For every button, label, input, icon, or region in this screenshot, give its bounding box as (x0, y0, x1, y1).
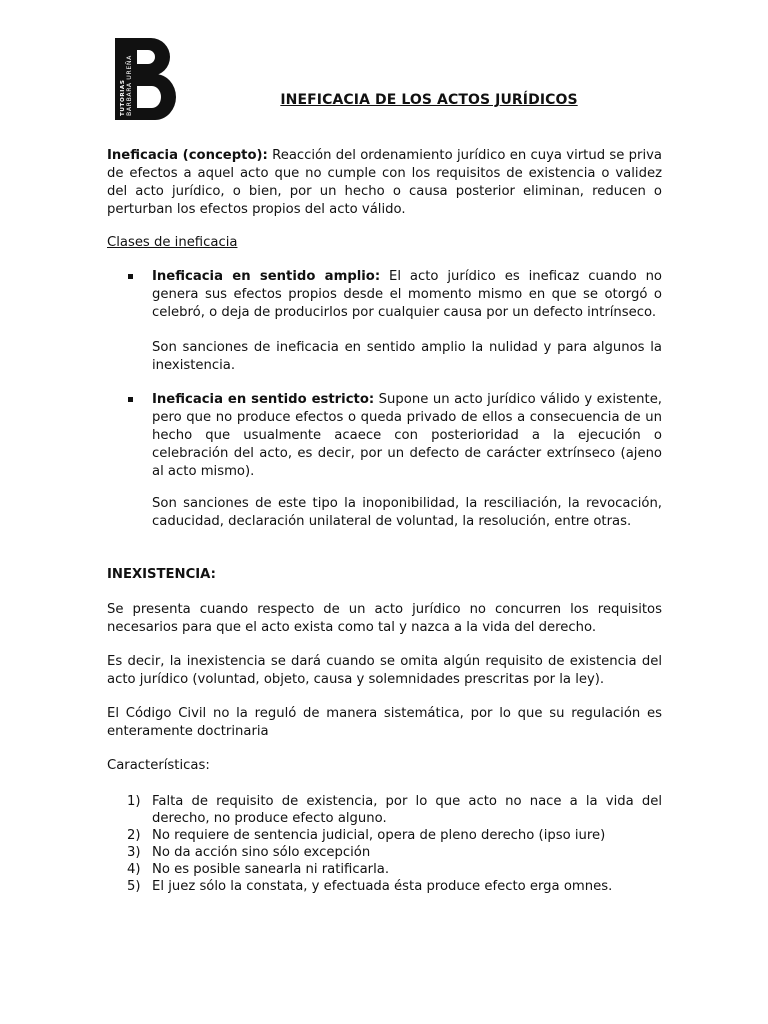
list-item-number: 3) (127, 845, 141, 860)
inexistencia-p1-text: Se presenta cuando respecto de un acto jurídico no concurren los requisitos necesarios para que el acto exista como tal y nazca a la vida del derecho. (107, 602, 662, 635)
list-item (107, 827, 662, 844)
list-item-text: El juez sólo la constata, y efectuada ésta produce efecto erga omnes. (152, 879, 613, 894)
list-item (107, 793, 662, 827)
bullet-extra-text: Son sanciones de este tipo la inoponibilidad, la resciliación, la revocación, caducidad, declaración unilateral de voluntad, la resolución, entre otras. (152, 496, 662, 529)
bullet-extra (107, 339, 662, 375)
bullet-label: Ineficacia en sentido estricto: (152, 392, 375, 407)
list-item-number: 4) (127, 862, 141, 877)
bullet-text: Supone un acto jurídico válido y existente, pero que no produce efectos o queda privado de ellos a consecuencia de un hecho que usualmente acaece con posterioridad a la ejecución o celebración del acto, es decir, por un defecto de carácter extrínseco (ajeno al acto mismo). (152, 392, 663, 479)
list-item-number: 1) (127, 794, 141, 809)
list-item-text: Falta de requisito de existencia, por lo que acto no nace a la vida del derecho, no produce efecto alguno. (152, 794, 662, 826)
inexistencia-paragraph-3 (107, 705, 662, 741)
features-heading (107, 757, 662, 775)
inexistencia-heading (107, 566, 662, 584)
concept-paragraph (107, 147, 662, 219)
inexistencia-heading-text: INEXISTENCIA: (107, 567, 216, 582)
classes-heading (107, 234, 662, 252)
inexistencia-p2-text: Es decir, la inexistencia se dará cuando se omita algún requisito de existencia del acto jurídico (voluntad, objeto, causa y solemnidades prescritas por la ley). (107, 654, 662, 687)
features-list (107, 793, 662, 895)
list-item (107, 861, 662, 878)
list-item (107, 878, 662, 895)
concept-text: Reacción del ordenamiento jurídico en cuya virtud se priva de efectos a aquel acto que no cumple con los requisitos de existencia o validez del acto jurídico, o bien, por un hecho o causa posterior eliminan, reducen o perturban los efectos propios del acto válido. (107, 148, 662, 217)
list-item-text: No requiere de sentencia judicial, opera de pleno derecho (ipso iure) (152, 828, 606, 843)
features-heading-text: Características: (107, 758, 210, 773)
bullet-square-icon (128, 274, 133, 279)
classes-heading-text: Clases de ineficacia (107, 235, 238, 250)
inexistencia-paragraph-2 (107, 653, 662, 689)
list-item-number: 5) (127, 879, 141, 894)
list-item-text: No es posible sanearla ni ratificarla. (152, 862, 390, 877)
bullet-item (107, 268, 662, 322)
list-item-number: 2) (127, 828, 141, 843)
bullet-label: Ineficacia en sentido amplio: (152, 269, 381, 284)
logo-side-text: BARBARA UREÑA (126, 55, 133, 116)
bullet-item (107, 391, 662, 481)
inexistencia-p3-text: El Código Civil no la reguló de manera sistemática, por lo que su regulación es enteramente doctrinaria (107, 706, 662, 739)
logo-side-text-2: TUTORIAS (120, 79, 126, 116)
bullet-extra (107, 495, 662, 531)
bullet-extra-text: Son sanciones de ineficacia en sentido amplio la nulidad y para algunos la inexistencia. (152, 340, 662, 373)
bullet-square-icon (128, 397, 133, 402)
bullet-text: El acto jurídico es ineficaz cuando no genera sus efectos propios desde el momento mismo en que se otorgó o celebró, o deja de producirlos por cualquier causa por un defecto intrínseco. (152, 269, 662, 320)
list-item (107, 844, 662, 861)
page-title: INEFICACIA DE LOS ACTOS JURÍDICOS (280, 92, 578, 108)
inexistencia-paragraph-1 (107, 601, 662, 637)
list-item-text: No da acción sino sólo excepción (152, 845, 371, 860)
concept-label: Ineficacia (concepto): (107, 148, 268, 163)
